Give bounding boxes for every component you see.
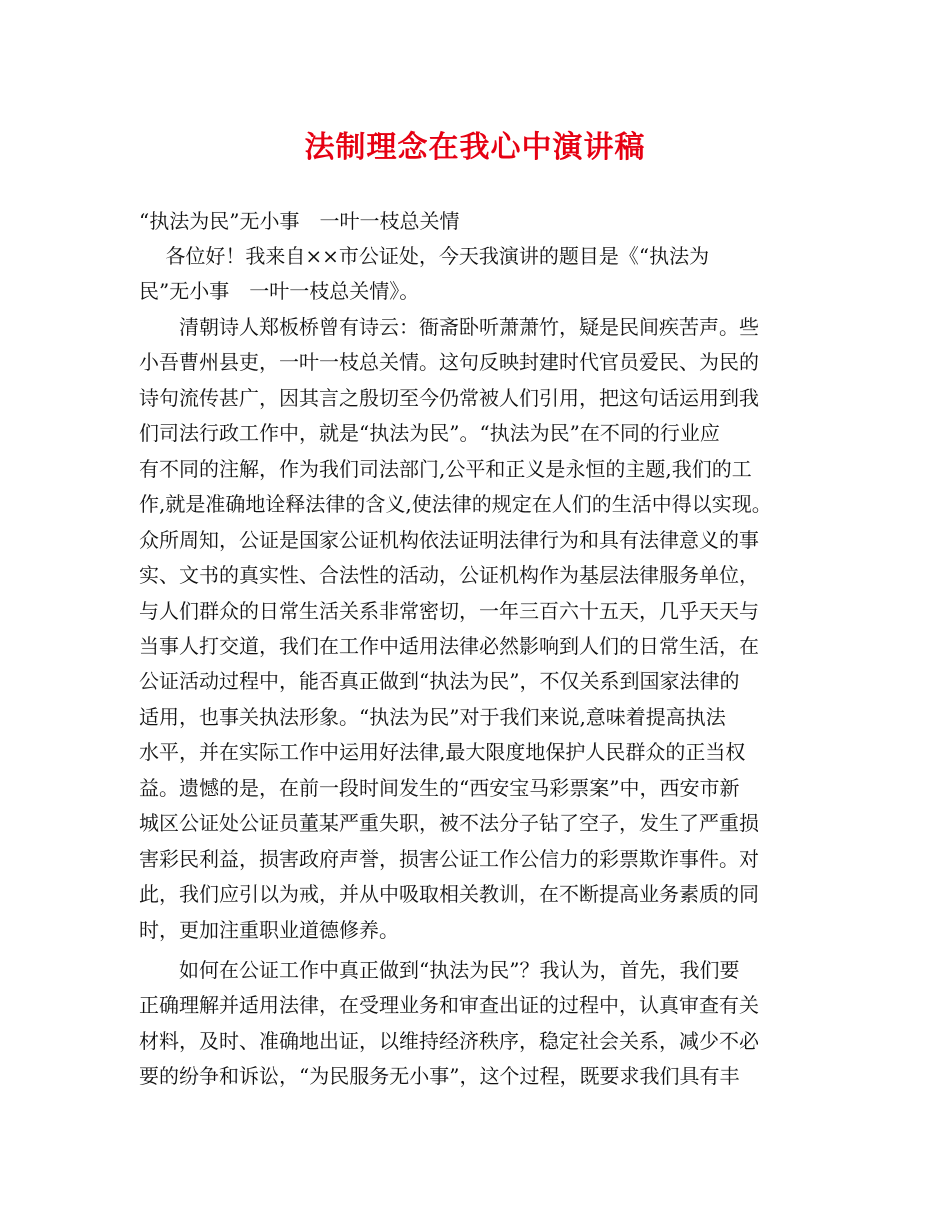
- document-title: 法制理念在我心中演讲稿: [304, 130, 646, 165]
- body-line: 要的纷争和诉讼，“为民服务无小事”，这个过程，既要求我们具有丰: [139, 1064, 740, 1088]
- body-line: 诗句流传甚广，因其言之殷切至今仍常被人们引用，把这句话运用到我: [139, 386, 759, 410]
- body-line: 民”无小事 一叶一枝总关情》。: [139, 279, 420, 303]
- body-line: 清朝诗人郑板桥曾有诗云：衙斋卧听萧萧竹，疑是民间疾苦声。些: [139, 315, 759, 339]
- body-line: 如何在公证工作中真正做到“执法为民”？我认为，首先，我们要: [139, 958, 740, 982]
- body-line: 们司法行政工作中，就是“执法为民”。“执法为民”在不同的行业应: [139, 421, 720, 445]
- body-line: 时，更加注重职业道德修养。: [139, 918, 399, 942]
- body-line: 实、文书的真实性、合法性的活动，公证机构作为基层法律服务单位，: [139, 563, 759, 587]
- body-line: 小吾曹州县吏，一叶一枝总关情。这句反映封建时代官员爱民、为民的: [139, 350, 759, 374]
- body-line: 众所周知，公证是国家公证机构依法证明法律行为和具有法律意义的事: [139, 528, 759, 552]
- body-line: 当事人打交道，我们在工作中适用法律必然影响到人们的日常生活，在: [139, 634, 759, 658]
- body-line: 各位好！我来自××市公证处，今天我演讲的题目是《“执法为: [139, 244, 710, 268]
- body-line: 此，我们应引以为戒，并从中吸取相关教训，在不断提高业务素质的同: [139, 882, 759, 906]
- body-line: “执法为民”无小事 一叶一枝总关情: [139, 209, 460, 233]
- body-line: 城区公证处公证员董某严重失职，被不法分子钻了空子，发生了严重损: [139, 811, 759, 835]
- body-line: 水平，并在实际工作中运用好法律,最大限度地保护人民群众的正当权: [139, 740, 746, 764]
- body-line: 害彩民利益，损害政府声誉，损害公证工作公信力的彩票欺诈事件。对: [139, 847, 759, 871]
- body-line: 益。遗憾的是，在前一段时间发生的“西安宝马彩票案”中，西安市新: [139, 776, 740, 800]
- body-line: 作,就是准确地诠释法律的含义,使法律的规定在人们的生活中得以实现。: [139, 492, 772, 516]
- body-line: 适用，也事关执法形象。“执法为民”对于我们来说,意味着提高执法: [139, 705, 726, 729]
- body-line: 正确理解并适用法律，在受理业务和审查出证的过程中，认真审查有关: [139, 993, 759, 1017]
- body-line: 公证活动过程中，能否真正做到“执法为民”，不仅关系到国家法律的: [139, 669, 740, 693]
- body-line: 有不同的注解，作为我们司法部门,公平和正义是永恒的主题,我们的工: [139, 457, 752, 481]
- body-line: 材料，及时、准确地出证，以维持经济秩序，稳定社会关系，减少不必: [139, 1029, 759, 1053]
- body-line: 与人们群众的日常生活关系非常密切，一年三百六十五天，几乎天天与: [139, 599, 759, 623]
